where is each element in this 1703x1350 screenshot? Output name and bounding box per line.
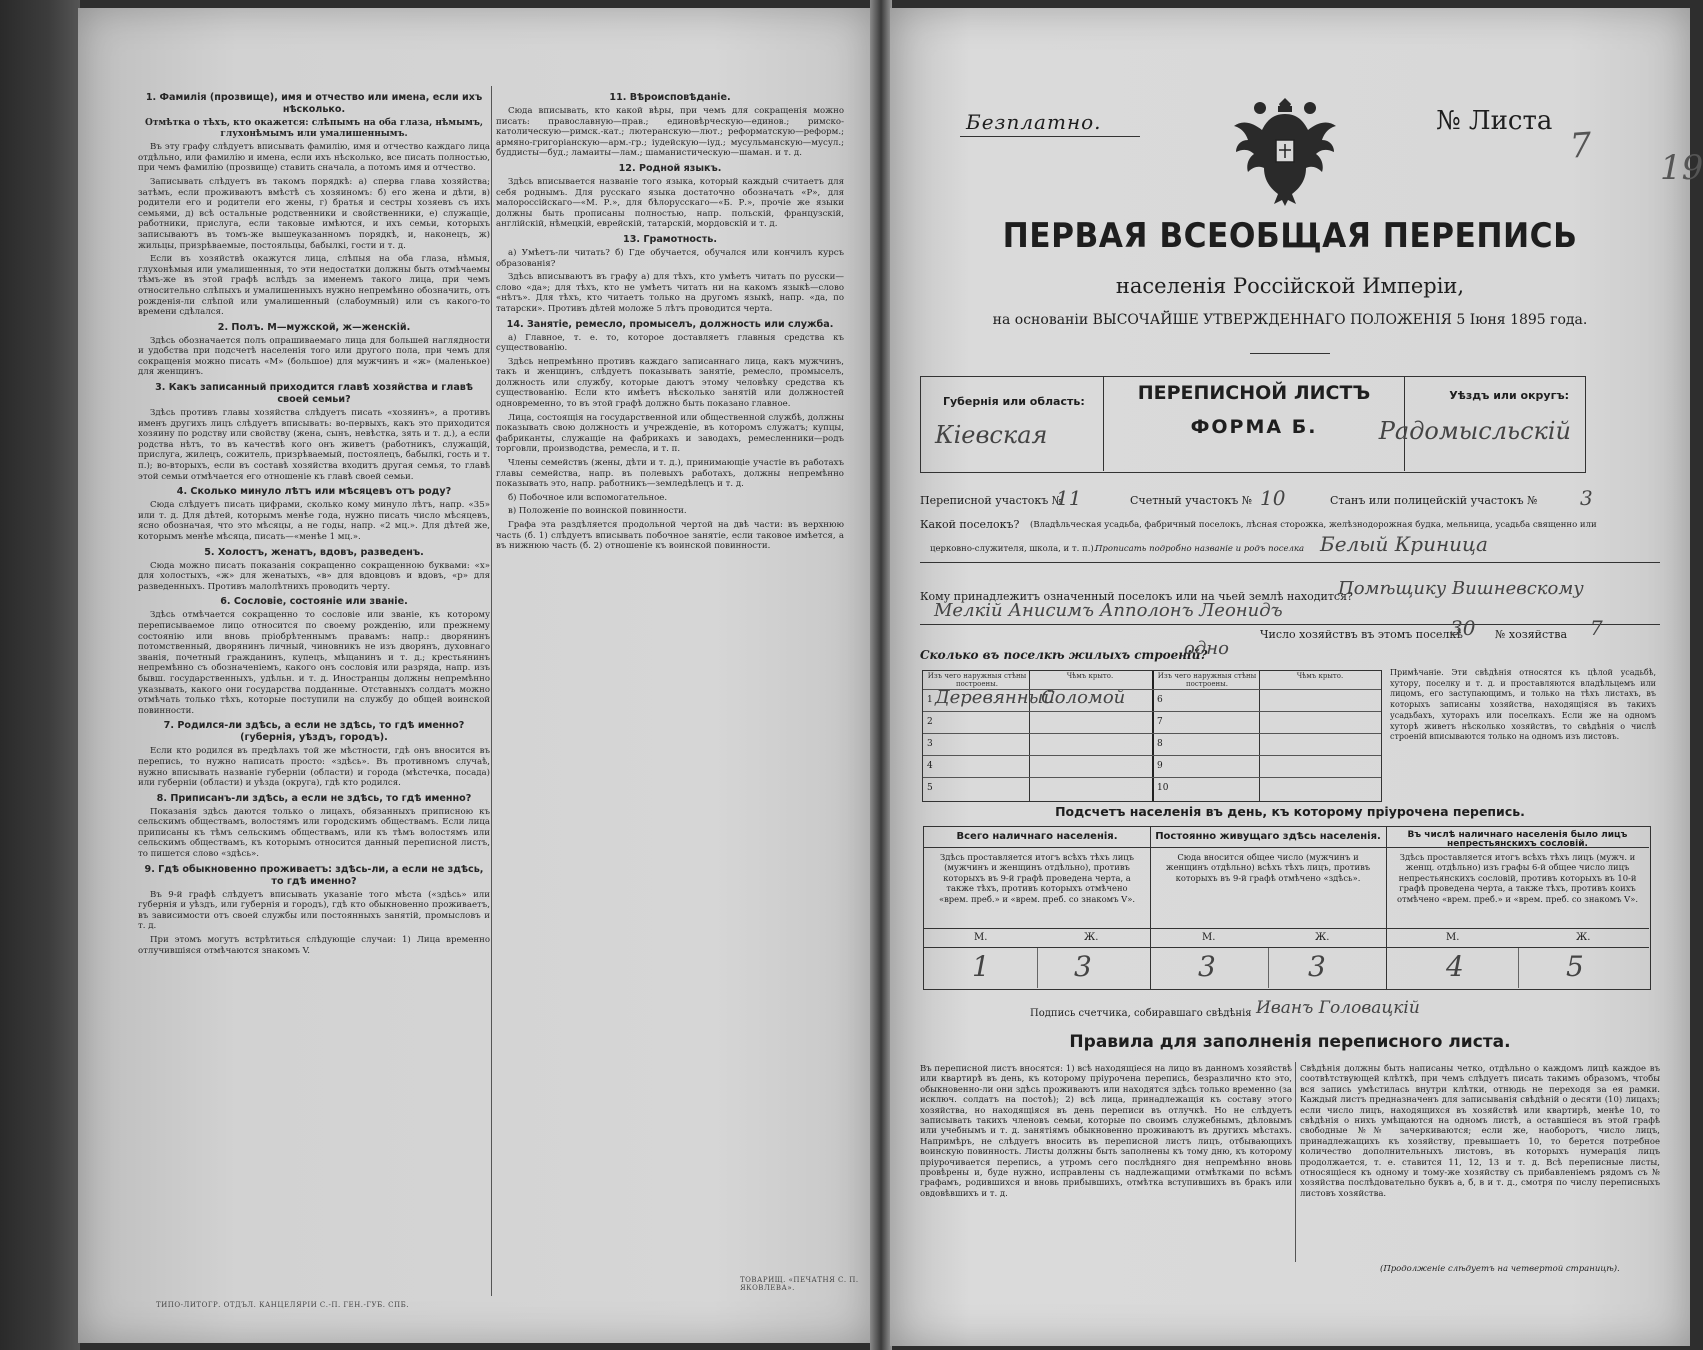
household-number-label: № хозяйства: [1495, 628, 1567, 641]
section-paragraph: Здѣсь отмѣчается сокращенно то сословіе или званіе, къ которому переписываемое лицо относится по своему рожденію, или прежнему состоянію или вновь пріобрѣтеннымъ правамъ: напр.: дворянинъ потомственный, дворянинъ личный, чиновникъ не изъ дворянъ, духовнаго званія, почетный гражданинъ, купецъ, мѣщанинъ и т. д.; крестьянинъ непремѣнно съ обозначеніемъ, какого онъ сословія или разряда, напр. изъ бывш. государственныхъ, удѣльн. и т. д. Иностранцы должны непремѣнно указывать, какого они государства подданные. Отставныхъ солдатъ можно отмѣчать только тѣхъ, которые поступили на службу до общей воинской повинности.: [138, 610, 490, 716]
section-title: 8. Приписанъ-ли здѣсь, а если не здѣсь, то гдѣ именно?: [156, 792, 472, 804]
population-count-title: Подсчетъ населенія въ день, къ которому пріурочена перепись.: [1055, 804, 1525, 819]
column-description: Здѣсь проставляется итогъ всѣхъ тѣхъ лицъ (мужч. и женщ. отдѣльно) изъ графы 6-й общее число лицъ непрестьянскихъ сословій, противъ которыхъ въ 10-й графѣ проведена черта, а также тѣхъ, противъ коихъ отмѣчено «врем. преб.» и «врем. преб. со знакомъ V».: [1386, 848, 1649, 929]
column-divider: [491, 86, 492, 1296]
column-description: Сюда вносится общее число (мужчинъ и женщинъ отдѣльно) всѣхъ тѣхъ лицъ, противъ которыхъ въ 9-й графѣ отмѣчено «здѣсь».: [1150, 848, 1386, 929]
form-title-cell: [1103, 376, 1405, 471]
female-count: 3: [1308, 950, 1326, 983]
census-basis: на основаніи ВЫСОЧАЙШЕ УТВЕРЖДЕННАГО ПОЛОЖЕНІЯ 5 Іюня 1895 года.: [992, 312, 1588, 328]
census-district-label: Переписной участокъ №: [920, 494, 1063, 507]
row-number: 5: [927, 783, 933, 793]
census-title: ПЕРВАЯ ВСЕОБЩАЯ ПЕРЕПИСЬ: [1002, 216, 1578, 256]
male-count: 3: [1198, 950, 1216, 983]
population-column: [924, 827, 1151, 989]
row-number: 9: [1157, 761, 1163, 771]
section-title: 9. Гдѣ обыкновенно проживаетъ: здѣсь-ли, а если не здѣсь, то гдѣ именно?: [144, 863, 484, 887]
settlement-hint-2: церковно-служителя, школа, и т. п.).: [930, 544, 1097, 554]
male-label: М.: [974, 932, 988, 943]
section-title: 5. Холостъ, женатъ, вдовъ, разведенъ.: [204, 546, 424, 558]
gubernia-value: Кіевская: [935, 421, 1048, 449]
female-label: Ж.: [1084, 932, 1099, 943]
column-description: Здѣсь проставляется итогъ всѣхъ тѣхъ лицъ (мужчинъ и женщинъ отдѣльно), противъ которыхъ въ 9-й графѣ проведена черта, а также тѣхъ, противъ которыхъ отмѣчено «врем. преб.» и «врем. преб. со знакомъ V».: [924, 848, 1150, 929]
female-label: Ж.: [1315, 932, 1330, 943]
section-paragraph: Сюда слѣдуетъ писать цифрами, сколько кому минуло лѣтъ, напр. «35» или т. д. Для дѣтей, которымъ менѣе года, нужно писать число мѣсяцевъ, ясно обозначая, что это мѣсяцы, а не годы, напр. «2 мц.». Для дѣтей же, которымъ менѣе мѣсяца, писать—«менѣе 1 мц.».: [138, 500, 490, 542]
section-paragraph: Здѣсь противъ главы хозяйства слѣдуетъ писать «хозяинъ», а противъ именъ другихъ лицъ слѣдуетъ вписывать: во-первыхъ, какъ это приходится хозяину по родству или свойству (жена, сынъ, невѣстка, зять и т. д.), а если родства нѣтъ, то въ качествѣ кого онъ живетъ (работникъ, служащій, прислуга, жилецъ, сожитель, призрѣваемый, постоялецъ, бабылкі, гость и т. п.); во-вторыхъ, если въ составѣ хозяйства входитъ другая семья, то главѣ этой семьи отмѣчается его отношеніе къ главѣ своей семьи.: [138, 408, 490, 482]
settlement-label: Какой поселокъ?: [920, 518, 1020, 531]
section-paragraph: Здѣсь обозначается полъ опрашиваемаго лица для большей наглядности и удобства при подсчетѣ населенія того или другого пола, при чемъ для сокращенія можно писать «М» (большое) для мужчинъ и «ж» (маленькое) для женщинъ.: [138, 335, 490, 378]
section-paragraph: Записывать слѣдуетъ въ такомъ порядкѣ: а) сперва глава хозяйства; затѣмъ, если проживаютъ вмѣстѣ съ хозяиномъ: б) его жена и дѣти, в) родители его и родители его жены, г) братья и сестры хозяевъ съ ихъ семьями, д) всѣ остальные родственники и свойственники, е) служащіе, работники, прислуга, если таковые имѣются, и ихъ семьи, которыхъ записываютъ въ томъ-же вышеуказанномъ порядкѣ, и, наконецъ, ж) жильцы, призрѣваемые, постояльцы, бабылкі, гости и т. д.: [138, 176, 490, 251]
census-district-value: 11: [1056, 486, 1082, 510]
uezd-value: Радомысльскій: [1378, 417, 1571, 445]
section-paragraph: Сюда можно писать показанія сокращенно сокращенною буквами: «х» для холостыхъ, «ж» для женатыхъ, «в» для вдовцовъ и вдовъ, «р» для разведенныхъ. Противъ малолѣтнихъ проводить черту.: [138, 560, 490, 592]
gubernia-label: Губернія или область:: [943, 395, 1085, 408]
column-header: Всего наличнаго населенія.: [924, 827, 1150, 848]
male-count: 4: [1446, 950, 1464, 983]
form-type: ФОРМА Б.: [1190, 416, 1318, 438]
section-title: 2. Полъ. М—мужской, ж—женскій.: [217, 321, 411, 333]
section-paragraph: Сюда вписывать, кто какой вѣры, при чемъ для сокращенія можно писать: православную—прав.; единовѣрческую—единов.; римско-католическую—римск.-кат.; лютеранскую—лют.; реформатскую—реформ.; армяно-григоріанскую—арм.-гр.; іудейскую—іуд.; мусульманскую—мусул.; буддисты—буд.; ламаиты—лам.; шаманистическую—шаман. и т. д.: [496, 106, 844, 159]
section-paragraph: Въ эту графу слѣдуетъ вписывать фамилію, имя и отчество каждаго лица отдѣльно, или фамилію и имена, если ихъ нѣсколько, все писать полностью, при чемъ фамилію (прозвище) ставить сначала, а потомъ имя и отчество.: [138, 142, 490, 174]
instructions-column-1: [138, 88, 490, 959]
divider: [1250, 353, 1330, 354]
households-label: Число хозяйствъ въ этомъ поселкѣ: [1260, 628, 1463, 641]
column-header: Постоянно живущаго здѣсь населенія.: [1150, 827, 1386, 848]
printer-imprint-left: ТИПО-ЛИТОГР. ОТДЪЛ. КАНЦЕЛЯРІИ С.-П. ГЕН.-ГУБ. СПБ.: [156, 1301, 409, 1309]
rules-title: Правила для заполненія переписного листа.: [1069, 1032, 1511, 1052]
rule: [920, 624, 1660, 625]
count-district: [1130, 494, 1252, 507]
section-paragraph: Здѣсь вписываютъ въ графу а) для тѣхъ, кто умѣетъ читать по русски—слово «да»; для тѣхъ, кто не умѣетъ читать ни на какомъ языкѣ—слово «нѣтъ». Для тѣхъ, кто читаетъ только на другомъ языкѣ, напр. «да, по татарски». Противъ дѣтей моложе 5 лѣтъ проводится черта.: [496, 272, 844, 314]
household-number-value: 7: [1590, 616, 1603, 640]
district-row: [920, 494, 1062, 507]
section-paragraph: Если въ хозяйствѣ окажутся лица, слѣпыя на оба глаза, нѣмыя, глухонѣмыя или умалишенныя, то эти недостатки должны быть отмѣчаемы тѣмъ-же въ этой графѣ вслѣдъ за именемъ такого лица, при чемъ относительно слѣпыхъ и умалишенныхъ нужно непремѣнно обозначить, отъ рожденія-ли слѣпой или умалишенный (слабоумный) или съ какого-то времени сдѣлался.: [138, 254, 490, 318]
rules-column-1: Въ переписной листъ вносятся: 1) всѣ находящіеся на лицо въ данномъ хозяйствѣ или квартирѣ въ день, къ которому пріурочена перепись, безразлично кто это, обыкновенно-ли они здѣсь проживаютъ или находятся здѣсь только временно (за исключ. солдатъ на постоѣ); 2) всѣ лица, принадлежащія къ составу этого хозяйства, но находящіяся въ день переписи въ отлучкѣ. Но не слѣдуетъ записывать такихъ членовъ семьи, которые по своимъ служебнымъ, дѣловымъ или учебнымъ и т. д. занятіямъ обыкновенно проживаютъ въ другихъ мѣстахъ. Напримѣръ, не слѣдуетъ вносить въ переписной листъ лицъ, отбывающихъ воинскую повинность. Листы должны быть заполнены къ тому дню, къ которому пріурочивается перепись, а утромъ сего послѣдняго дня непремѣнно вновь провѣрены и, буде нужно, исправлены съ надлежащими отмѣтками по всѣмъ графамъ, родившихся и вновь прибывшихъ, отмѣтка вступившихъ въ бракъ или овдовѣвшихъ и т. д.: [920, 1064, 1292, 1199]
section-paragraph: Лица, состоящія на государственной или общественной службѣ, должны показывать свою должность и учрежденіе, въ которомъ служатъ; купцы, фабриканты, служащіе на фабрикахъ и заводахъ, ремесленники—родъ торговли, производства, ремесла, и т. п.: [496, 412, 844, 455]
row-number: 1: [927, 695, 933, 705]
section-paragraph: Графа эта раздѣляется продольной чертой на двѣ части: въ верхнюю часть (б. 1) слѣдуетъ вписывать побочное занятіе, если таковое имѣется, а въ нижнюю часть (б. 2) отношеніе къ воинской повинности.: [496, 520, 844, 552]
right-page: [890, 8, 1703, 1346]
row-number: 7: [1157, 717, 1163, 727]
form-header-box: [920, 376, 1586, 473]
column-divider: [1295, 1062, 1296, 1262]
owner-value-1: Помѣщику Вишневскому: [1338, 578, 1584, 599]
section-title: 6. Сословіе, состояніе или званіе.: [220, 596, 408, 608]
rules-column-2: Свѣдѣнія должны быть написаны четко, отдѣльно о каждомъ лицѣ каждое въ соотвѣтствующей клѣткѣ, при чемъ слѣдуетъ писать такимъ образомъ, чтобы вся запись умѣстилась внутри клѣтки, отнюдь не переходя за ея рамки. Каждый листъ предназначенъ для записыванія свѣдѣній о десяти (10) лицахъ; если число лицъ, находящихся въ хозяйствѣ или квартирѣ, менѣе 10, то свѣдѣнія о нихъ умѣщаются на одномъ листѣ, а оставшіеся въ этой графѣ свободные №№ зачеркиваются; если же, наоборотъ, число лицъ, принадлежащихъ къ хозяйству, превышаетъ 10, то берется потребное количество дополнительныхъ листовъ, въ которыхъ нумерація лицъ продолжается, т. е. ставится 11, 12, 13 и т. д. Всѣ переписные листы, относящіеся къ одному и тому-же хозяйству съ прибавленіемъ рядомъ съ № хозяйства послѣдовательно буквъ а, б, в и т. д., смотря по числу переписныхъ листовъ хозяйства.: [1300, 1064, 1660, 1199]
buildings-table: [922, 670, 1382, 802]
section-paragraph: Въ 9-й графѣ слѣдуетъ вписывать указаніе того мѣста («здѣсь» или губернія и уѣздъ, или губернія и городъ), гдѣ кто обыкновенно проживаетъ, въ зависимости отъ своей службы или постоянныхъ занятій, промысловъ и т. д.: [138, 889, 490, 932]
section-title: 3. Какъ записанный приходится главѣ хозяйства и главѣ своей семьи?: [155, 382, 473, 406]
buildings-note: Примѣчаніе. Эти свѣдѣнія относятся къ цѣлой усадьбѣ, хутору, поселку и т. д. и проставляются владѣльцемъ или лицомъ, его заступающимъ, и только на тѣхъ листахъ, въ которыхъ записаны хозяйства, находящіяся въ такихъ усадьбахъ, хуторахъ или поселкахъ. Если же на одномъ хуторѣ живетъ нѣсколько хозяйствъ, то свѣдѣнія о числѣ строеній вписываются только на одномъ изъ листовъ.: [1390, 668, 1656, 742]
female-label: Ж.: [1576, 932, 1591, 943]
settlement-value: Белый Криница: [1320, 532, 1488, 556]
enumerator-signature: Иванъ Головацкій: [1256, 998, 1420, 1018]
stan-label: Станъ или полицейскій участокъ №: [1330, 494, 1538, 507]
section-paragraph: При этомъ могутъ встрѣтиться слѣдующіе случаи: 1) Лица временно отлучившіяся отмѣчаются знакомъ V.: [138, 935, 490, 956]
section-paragraph: а) Главное, т. е. то, которое доставляетъ главныя средства къ существованію.: [496, 332, 844, 354]
section-title: 4. Сколько минуло лѣтъ или мѣсяцевъ отъ роду?: [176, 486, 452, 498]
settlement-hint: (Владѣльческая усадьба, фабричный поселокъ, лѣсная сторожка, желѣзнодорожная будка, мельница, усадьба священно или: [1030, 520, 1597, 530]
section-subtitle: Отмѣтка о тѣхъ, кто окажется: слѣпымъ на оба глаза, нѣмымъ, глухонѣмымъ или умалишеннымъ.: [145, 118, 483, 139]
count-district-label: Счетный участокъ №: [1130, 494, 1253, 507]
instructions-column-2: [496, 88, 844, 555]
section-paragraph: Здѣсь непремѣнно противъ каждаго записаннаго лица, какъ мужчинъ, такъ и женщинъ, слѣдуетъ показывать занятіе, ремесло, промыселъ, должность или службу, которые даютъ этому человѣку средства къ существованію. Если кто имѣетъ нѣсколько занятій или должностей одновременно, то въ этой графѣ должно быть показано главное.: [496, 356, 844, 410]
population-table: [923, 826, 1651, 990]
sheet-number-value: 7: [1568, 125, 1594, 167]
row-number: 10: [1157, 783, 1169, 793]
sheet-number-label: № Листа: [1436, 106, 1553, 136]
male-label: М.: [1202, 932, 1216, 943]
section-title: 12. Родной языкъ.: [618, 162, 722, 174]
houses-count-value: одно: [1184, 638, 1229, 659]
rule: [920, 562, 1660, 563]
male-count: 1: [972, 950, 990, 983]
houses-count-label: Сколько въ поселкѣ жилыхъ строеній?: [920, 648, 1208, 662]
owner-label: Кому принадлежитъ означенный поселокъ или на чьей землѣ находится?: [920, 590, 1353, 603]
settlement-instruction: Прописать подробно названіе и родъ поселка: [1095, 544, 1305, 554]
row-number: 6: [1157, 695, 1163, 705]
section-paragraph: а) Умѣетъ-ли читать? б) Где обучается, обучался или кончилъ курсъ образованія?: [496, 247, 844, 269]
printer-imprint-right: ТОВАРИЩ. «ПЕЧАТНЯ С. П. ЯКОВЛЕВА».: [740, 1276, 859, 1292]
row-number: 2: [927, 717, 933, 727]
section-paragraph: в) Положеніе по воинской повинности.: [508, 506, 687, 517]
population-column: [1386, 827, 1649, 989]
double-headed-eagle-emblem-icon: [1230, 92, 1340, 208]
section-paragraph: Члены семействъ (жены, дѣти и т. д.), принимающіе участіе въ работахъ главы семейства, напр. въ полевыхъ работахъ, должны непремѣнно показывать это, напр. работникъ—земледѣлецъ и т. д.: [496, 458, 844, 490]
section-title: 13. Грамотность.: [623, 233, 717, 245]
population-column: [1150, 827, 1387, 989]
book-spine: [870, 0, 892, 1350]
female-count: 5: [1566, 950, 1584, 983]
row-number: 4: [927, 761, 933, 771]
count-district-value: 10: [1260, 486, 1286, 510]
section-title: 1. Фамилія (прозвище), имя и отчество или имена, если ихъ нѣсколько.: [145, 92, 483, 115]
form-title: ПЕРЕПИСНОЙ ЛИСТЪ: [1137, 382, 1371, 404]
uezd-label: Уѣздъ или округъ:: [1449, 389, 1569, 402]
female-count: 3: [1074, 950, 1092, 983]
section-paragraph: Показанія здѣсь даются только о лицахъ, обязанныхъ приписною къ сельскимъ обществамъ, волостямъ или городскимъ обществамъ. Если лица приписаны къ тѣмъ сельскимъ обществамъ, или къ тѣмъ волостямъ или сельскимъ обществамъ, къ которымъ относится данный переписной листъ, то пишется слово «здѣсь».: [138, 806, 490, 860]
row-number: 8: [1157, 739, 1163, 749]
book-edge: [0, 0, 80, 1350]
section-title: 14. Занятіе, ремесло, промыселъ, должность или служба.: [506, 318, 834, 330]
enumerator-signature-label: Подпись счетчика, собиравшаго свѣдѣнія: [1030, 1008, 1252, 1019]
left-page: [78, 8, 872, 1343]
walls-header: Изъ чего наружныя стѣны построены.: [927, 672, 1027, 688]
owner-value-2: Мелкій Анисимъ Апполонъ Леонидъ: [934, 600, 1283, 621]
section-paragraph: Здѣсь вписывается названіе того языка, который каждый считаетъ для себя роднымъ. Для русскаго языка достаточно обозначать «Р», для малороссійскаго—«М. Р.», для бѣлорусскаго—«Б. Р.», прочіе же языки должны быть прописаны полностью, напр. польскій, французскій, англійскій, нѣмецкій, еврейскій, татарскій, мордовскій и т. д.: [496, 176, 844, 230]
section-title: 11. Вѣроисповѣданіе.: [609, 92, 731, 103]
handwritten-sheet-mark: 19: [1660, 148, 1703, 188]
households-value: 30: [1450, 616, 1476, 640]
walls-header-2: Изъ чего наружныя стѣны построены.: [1157, 672, 1257, 688]
building-1-roof: Соломой: [1041, 687, 1126, 708]
building-1-walls: Деревянный: [935, 687, 1055, 708]
section-title: 7. Родился-ли здѣсь, а если не здѣсь, то гдѣ именно? (губернія, уѣздъ, городъ).: [163, 720, 465, 744]
roof-header-2: Чѣмъ крыто.: [1296, 672, 1344, 680]
roof-header: Чѣмъ крыто.: [1066, 672, 1114, 680]
stan: [1330, 494, 1538, 507]
section-paragraph: Если кто родился въ предѣлахъ той же мѣстности, гдѣ онъ вносится въ перепись, то нужно написать просто: «здѣсь». Въ противномъ случаѣ, нужно вписывать названіе губерніи (области) и города (мѣстечка, посада) или губерніи (области) и уѣзда (округа), гдѣ кто родился.: [138, 746, 490, 789]
census-subtitle: населенія Россійской Имперіи,: [1115, 274, 1465, 298]
stan-value: 3: [1580, 486, 1593, 510]
underline: [960, 136, 1140, 137]
row-number: 3: [927, 739, 933, 749]
continued-note: (Продолженіе слѣдуетъ на четвертой страницѣ).: [1380, 1264, 1620, 1274]
free-label: Безплатно.: [966, 110, 1102, 134]
section-paragraph: б) Побочное или вспомогательное.: [508, 492, 668, 503]
male-label: М.: [1446, 932, 1460, 943]
column-header: Въ числѣ наличнаго населенія было лицъ непрестьянскихъ сословій.: [1386, 827, 1649, 848]
